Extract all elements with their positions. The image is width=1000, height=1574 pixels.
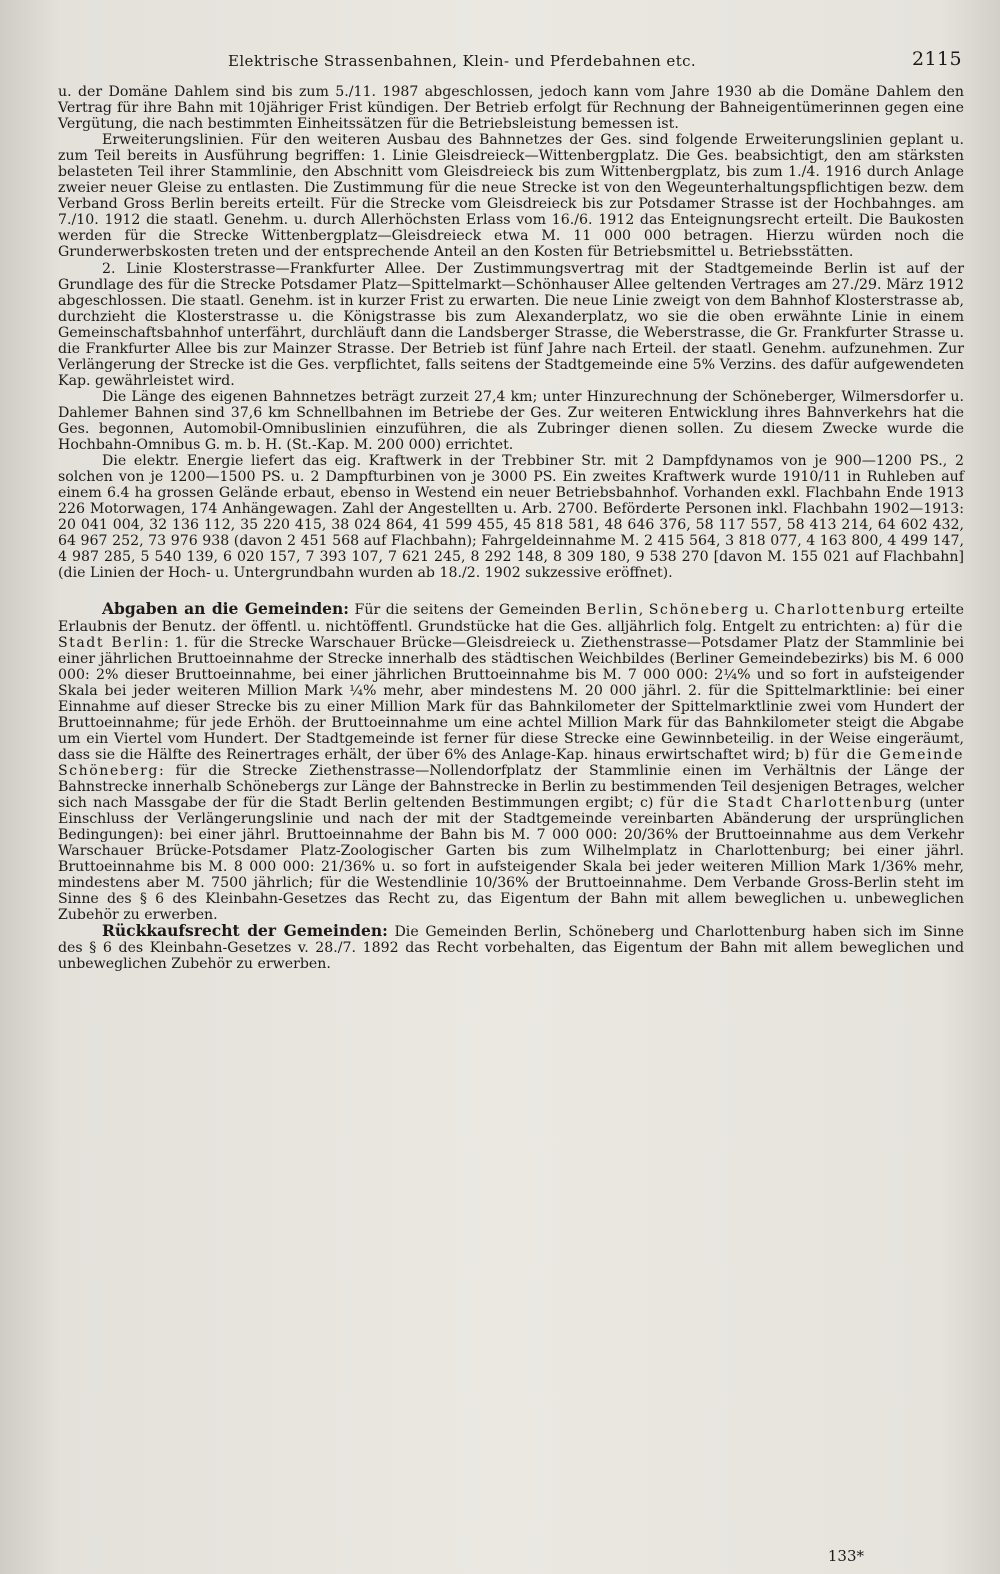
- section-gap: [58, 581, 964, 601]
- running-head: [58, 44, 964, 84]
- paragraph-erweiterungslinien: Erweiterungslinien. Für den weiteren Ausbau des Bahnnetzes der Ges. sind folgende Erweiterungslinien geplant u. zum Teil bereits in Ausführung begriffen: 1. Linie Gleisdreieck—Wittenbergplatz. Die Ges. beabsichtigt, den am stärksten belasteten Teil ihrer Stammlinie, den Abschnitt vom Gleisdreieck bis zum Wittenbergplatz, bis zum 1./4. 1916 durch Anlage zweier neuer Gleise zu entlasten. Die Zustimmung für die neue Strecke ist von den Wegeunterhaltungspflichtigen bezw. dem Verband Gross Berlin bereits erteilt. Für die Strecke vom Gleisdreieck bis zur Potsdamer Strasse ist der Hochbahnges. am 7./10. 1912 die staatl. Genehm. u. durch Allerhöchsten Erlass vom 16./6. 1912 das Enteignungsrecht erteilt. Die Baukosten werden für die Strecke Wittenbergplatz—Gleisdreieck etwa M. 11 000 000 betragen. Hierzu würden noch die Grunderwerbskosten treten und der entsprechende Anteil an den Kosten für Betriebsmittel u. Betriebsstätten.: [58, 132, 964, 261]
- abgaben-b-label: für die Gemeinde Schöneberg: [58, 746, 964, 779]
- paragraph-bahnnetz-laenge: Die Länge des eigenen Bahnnetzes beträgt zurzeit 27,4 km; unter Hinzurechnung der Schöneberger, Wilmersdorfer u. Dahlemer Bahnen sind 37,6 km Schnellbahnen im Betriebe der Ges. Zur weiteren Entwicklung ihres Bahnverkehrs hat die Ges. begonnen, Automobil-Omnibuslinien einzuführen, die als Zubringer dienen sollen. Zu diesem Zwecke wurde die Hochbahn-Omnibus G. m. b. H. (St.-Kap. M. 200 000) errichtet.: [58, 388, 964, 454]
- paragraph-energie-statistik: Die elektr. Energie liefert das eig. Kraftwerk in der Trebbiner Str. mit 2 Dampfdynamos von je 900—1200 PS., 2 solchen von je 1200—1500 PS. u. 2 Dampfturbinen von je 3000 PS. Ein zweites Kraftwerk wurde 1910/11 in Ruhleben auf einem 6.4 ha grossen Gelände erbaut, ebenso in Westend ein neuer Betriebsbahnhof. Vorhanden exkl. Flachbahn Ende 1913 226 Motorwagen, 174 Anhängewagen. Zahl der Angestellten u. Arb. 2700. Beförderte Personen inkl. Flachbahn 1902—1913: 20 041 004, 32 136 112, 35 220 415, 38 024 864, 41 599 455, 45 818 581, 48 646 376, 58 117 557, 58 413 214, 64 602 432, 64 967 252, 73 976 938 (davon 2 451 568 auf Flachbahn); Fahrgeldeinnahme M. 2 415 564, 3 818 077, 4 163 800, 4 499 147, 4 987 285, 5 540 139, 6 020 157, 7 393 107, 7 621 245, 8 292 148, 8 309 180, 9 538 270 [davon M. 155 021 auf Flachbahn] (die Linien der Hoch- u. Untergrundbahn wurden ab 18./2. 1902 sukzessive eröffnet).: [58, 453, 964, 582]
- paragraph-dahlem: u. der Domäne Dahlem sind bis zum 5./11. 1987 abgeschlossen, jedoch kann vom Jahre 1930 ab die Domäne Dahlem den Vertrag für ihre Bahn mit 10jähriger Frist kündigen. Der Betrieb erfolgt für Rechnung der Bahneigentümerinnen gegen eine Vergütung, die nach bestimmten Einheitssätzen für die Betriebsleistung bemessen ist.: [58, 84, 964, 133]
- running-title: Elektrische Strassenbahnen, Klein- und Pferdebahnen etc.: [228, 52, 697, 70]
- signature-mark: 133*: [827, 1547, 864, 1565]
- page-number: 2115: [912, 48, 962, 70]
- paragraph-rueckkaufsrecht: Rückkaufsrecht der Gemeinden: Die Gemeinden Berlin, Schöneberg und Charlottenburg haben sich im Sinne des § 6 des Kleinbahn-Gesetzes v. 28./7. 1892 das Recht vorbehalten, das Eigentum der Bahn mit allem beweglichen und unbeweglichen Zubehör zu erwerben.: [58, 921, 964, 973]
- abgaben-c-label: für die Stadt Charlottenburg: [659, 795, 914, 812]
- body-text: [58, 84, 964, 973]
- paragraph-abgaben: Abgaben an die Gemeinden: Für die seitens der Gemeinden Berlin, Schöneberg u. Charlottenburg erteilte Erlaubnis der Benutz. der öffentl. u. nichtöffentl. Grundstücke hat die Ges. alljährlich folg. Entgelt zu entrichten: a) für die Stadt Berlin: 1. für die Strecke Warschauer Brücke—Gleisdreieck u. Ziethenstrasse—Potsdamer Platz der Stammlinie bei einer jährlichen Bruttoeinnahme der Strecke innerhalb des städtischen Weichbildes (Berliner Gemeindebezirks) bis M. 6 000 000: 2% dieser Bruttoeinnahme, bei einer jährlichen Bruttoeinnahme bis M. 7 000 000: 2¼% und so fort in aufsteigender Skala bei jeder weiteren Million Mark ¼% mehr, aber mindestens M. 20 000 jährl. 2. für die Spittelmarktlinie: bei einer Einnahme auf dieser Strecke bis zu einer Million Mark für das Bahnkilometer der Spittelmarktlinie zwei vom Hundert der Bruttoeinnahme; für jede Erhöh. der Bruttoeinnahme um eine achtel Million Mark für das Bahnkilometer steigt die Abgabe um ein Viertel vom Hundert. Der Stadtgemeinde ist ferner für diese Strecke eine Gewinnbeteilig. in der Weise eingeräumt, dass sie die Hälfte des Reinertrages erhält, der über 6% des Anlage-Kap. hinaus erwirtschaftet wird; b) für die Gemeinde Schöneberg: für die Strecke Ziethenstrasse—Nollendorfplatz der Stammlinie einen im Verhältnis der Länge der Bahnstrecke innerhalb Schönebergs zur Länge der Bahnstrecke in Berlin zu bestimmenden Teil desjenigen Betrages, welcher sich nach Massgabe der für die Stadt Berlin geltenden Bestimmungen ergibt; c) für die Stadt Charlottenburg (unter Einschluss der Verlängerungslinie und nach der mit der Stadtgemeinde vereinbarten Abänderung der ursprünglichen Bedingungen): bei einer jährl. Bruttoeinnahme der Bahn bis M. 7 000 000: 20/36% der Bruttoeinnahme aus dem Verkehr Warschauer Brücke-Potsdamer Platz-Zoologischer Garten bis zum Wilhelmplatz in Charlottenburg; bei einer jährl. Bruttoeinnahme bis M. 8 000 000: 21/36% u. so fort in aufsteigender Skala bei jeder weiteren Million Mark 1/36% mehr, mindestens aber M. 7500 jährlich; für die Westendlinie 10/36% der Bruttoeinnahme. Dem Verbande Gross-Berlin steht im Sinne des § 6 des Kleinbahn-Gesetzes das Recht zu, das Eigentum der Bahn mit allem beweglichen u. unbeweglichen Zubehör zu erwerben.: [58, 599, 964, 924]
- abgaben-heading: Abgaben an die Gemeinden:: [102, 599, 350, 619]
- rueckkauf-heading: Rückkaufsrecht der Gemeinden:: [102, 921, 388, 941]
- abgaben-a-label: für die Stadt Berlin: [58, 618, 964, 651]
- paragraph-klosterstrasse-linie: 2. Linie Klosterstrasse—Frankfurter Allee. Der Zustimmungsvertrag mit der Stadtgemeinde Berlin ist auf der Grundlage des für die Strecke Potsdamer Platz—Spittelmarkt—Schönhauser Allee geltenden Vertrages am 27./29. März 1912 abgeschlossen. Die staatl. Genehm. ist in kurzer Frist zu erwarten. Die neue Linie zweigt von dem Bahnhof Klosterstrasse ab, durchzieht die Klosterstrasse u. die Königstrasse bis zum Alexanderplatz, wo sie die oben erwähnte Linie in einem Gemeinschaftsbahnhof unterfährt, durchläuft dann die Landsberger Strasse, die Weberstrasse, die Gr. Frankfurter Strasse u. die Frankfurter Allee bis zur Mainzer Strasse. Der Betrieb ist fünf Jahre nach Erteil. der staatl. Genehm. aufzunehmen. Zur Verlängerung der Strecke ist die Ges. verpflichtet, falls seitens der Stadtgemeinde eine 5% Verzins. des dafür aufgewendeten Kap. gewährleistet wird.: [58, 260, 964, 389]
